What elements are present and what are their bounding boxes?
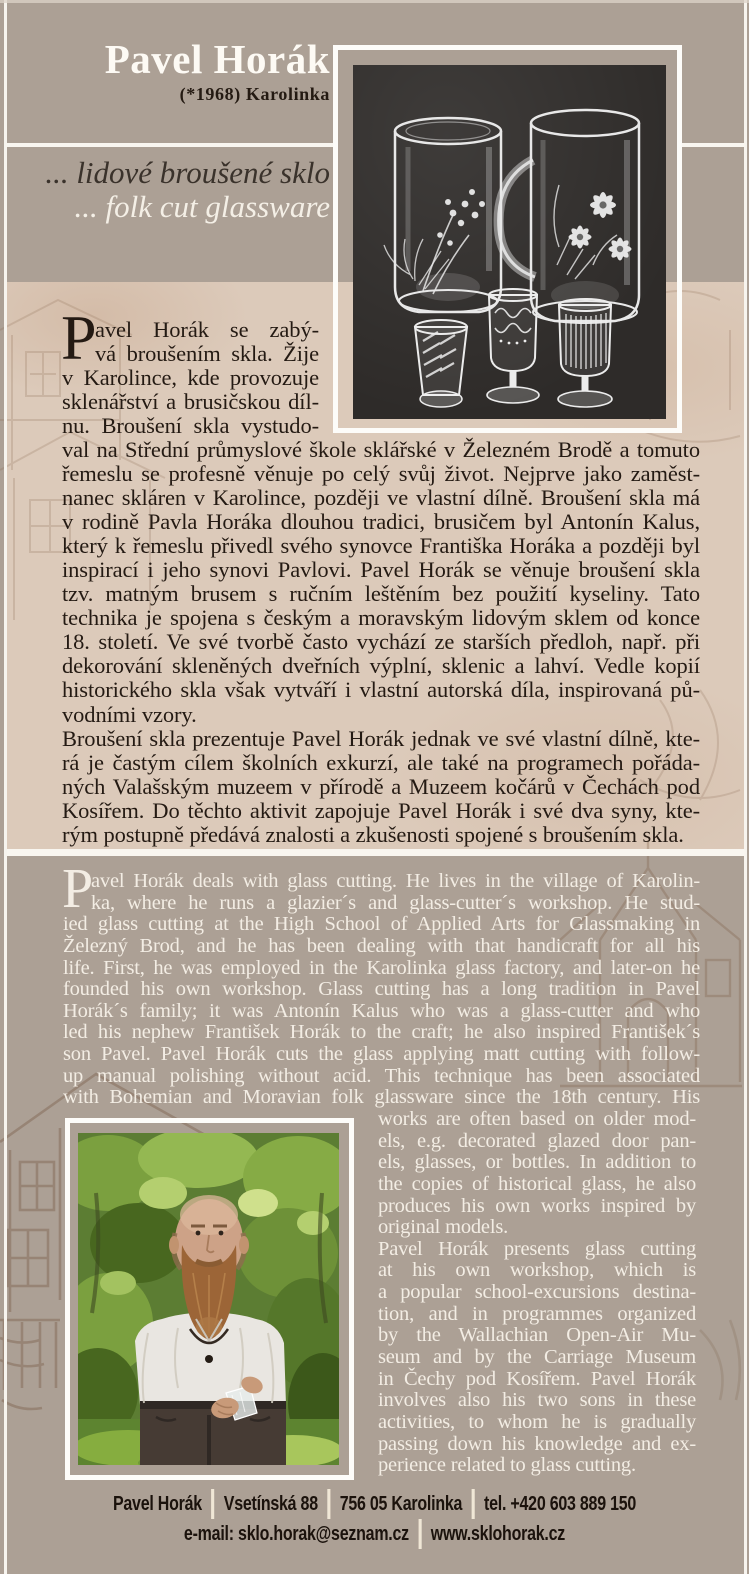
czech-text-line: dekorování skleněných dveřních výplní, sklenic a lahví. Vedle kopií: [62, 653, 700, 679]
english-text-full-width: [63, 871, 700, 1109]
english-text-narrow-column: [378, 1109, 696, 1477]
english-text-line: a popular school-excursions destina-: [378, 1281, 696, 1304]
czech-text-line: v rodině Pavla Horáka dlouhou tradici, brusičem byl Antonín Kalus,: [62, 509, 700, 535]
english-text-line: seum and by the Carriage Museum: [378, 1346, 696, 1369]
english-text-line: founded his own workshop. Glass cutting has a long tradition in Pavel: [63, 978, 700, 1001]
tagline-czech: ... lidové broušené sklo: [45, 155, 330, 190]
english-text-line: tion, and in programmes organized: [378, 1302, 696, 1325]
english-dropcap: P: [62, 858, 94, 920]
czech-text-line: ných Valašským muzeem v přírodě a Muzeem kočárů v Čechách pod: [62, 773, 700, 799]
english-text-line: passing down his knowledge and ex-: [378, 1432, 696, 1455]
portrait-photo: [78, 1133, 339, 1465]
english-text-line: els, e.g. decorated glazed door pan-: [378, 1129, 696, 1152]
header-rule-right: [682, 143, 745, 147]
english-text-line: Železný Brod, and he has been dealing with that handicraft for all his: [63, 934, 700, 957]
czech-text-line: rým postupně předává znalosti a zkušenosti spojené s broušením skla.: [62, 821, 684, 847]
czech-text-line: řemeslu se profesně věnuje po celý svůj život. Nejprve jako zaměst-: [62, 461, 700, 487]
portrait-photo-frame: [65, 1118, 354, 1480]
czech-text-line: který k řemeslu přivedl svého synovce Františka Horáka a později byl: [62, 533, 700, 559]
czech-text-line: val na Střední průmyslové škole sklářské v Železném Brodě a tomuto: [62, 437, 700, 462]
english-text-line: Pavel Horák presents glass cutting: [378, 1237, 696, 1260]
czech-text-line: tzv. matným brusem s ručním leštěním bez použití kyseliny. Tato: [62, 581, 700, 607]
czech-text-line: vá broušením skla. Žije: [95, 341, 319, 367]
czech-text-wrapped-column: [62, 318, 319, 438]
czech-text-line: Kosířem. Do těchto aktivit zapojuje Pavel Horák i své dva syny, kte-: [62, 797, 700, 823]
english-text-line: produces his own works inspired by: [378, 1194, 696, 1217]
english-text-line: ied glass cutting at the High School of Applied Arts for Glassmaking in: [63, 913, 700, 936]
english-text-line: avel Horák deals with glass cutting. He lives in the village of Karolin-: [91, 870, 700, 892]
top-border-line: [0, 0, 749, 3]
english-text-line: son Pavel. Pavel Horák cuts the glass applying matt cutting with follow-: [63, 1043, 700, 1066]
czech-text-line: inspirací i jeho synovi Pavlovi. Pavel Horák se věnuje broušení skla: [62, 557, 700, 583]
footer-contact-segment: www.sklohorak.cz: [418, 1519, 565, 1549]
english-text-line: Horák´s family; it was Antonín Kalus who was a glass-cutter and who: [63, 999, 700, 1022]
right-border-line: [744, 0, 747, 1574]
footer-contact-segment: tel. +420 603 889 150: [472, 1489, 636, 1519]
czech-text-line: v Karolince, kde provozuje: [62, 365, 319, 391]
english-text-line: led his nephew František Horák to the craft; he also inspired František´s: [63, 1021, 700, 1044]
footer-line-1: [82, 1489, 666, 1519]
footer-contact-segment: Vsetínská 88: [211, 1489, 318, 1519]
czech-text-line: avel Horák se zabý-: [95, 317, 319, 342]
english-text-line: at his own workshop, which is: [378, 1259, 696, 1282]
page-title: Pavel Horák: [104, 36, 330, 82]
english-text-line: activities, to whom he is gradually: [378, 1410, 696, 1433]
footer-contact-segment: Pavel Horák: [112, 1492, 202, 1515]
glassware-photo: [353, 65, 666, 419]
czech-text-line: nu. Broušení skla vystudo-: [62, 413, 319, 439]
czech-text-line: Broušení skla prezentuje Pavel Horák jednak ve své vlastní dílně, kte-: [62, 725, 700, 751]
english-text-line: in Čechy pod Kosířem. Pavel Horák: [378, 1367, 696, 1390]
czech-text-line: sklenářství a brusičskou díl-: [62, 389, 319, 415]
english-text-line: works are often based on older mod-: [378, 1108, 696, 1130]
czech-text-line: 18. století. Ve své tvorbě často vychází ze starších předloh, např. při: [62, 629, 700, 655]
english-text-line: with Bohemian and Moravian folk glassware since the 18th century. His: [63, 1086, 700, 1109]
footer-line-2: [82, 1519, 666, 1549]
footer-contact: [0, 1489, 749, 1549]
tagline-english: ... folk cut glassware: [74, 189, 330, 224]
czech-dropcap: P: [61, 302, 97, 373]
czech-text-line: historického skla však vytváří i vlastní autorská díla, inspirovaná pů-: [62, 677, 700, 703]
section-divider-rule: [7, 849, 745, 856]
footer-contact-segment: e-mail: sklo.horak@seznam.cz: [183, 1522, 409, 1545]
english-text-line: ka, where he runs a glazier´s and glass-cutter´s workshop. He stud-: [91, 891, 700, 914]
page-subtitle: (*1968) Karolinka: [179, 84, 330, 104]
english-text-line: original models.: [378, 1216, 509, 1239]
english-text-line: by the Wallachian Open-Air Mu-: [378, 1324, 696, 1347]
czech-text-line: rá je častým cílem školních exkurzí, ale také na programech pořáda-: [62, 749, 700, 775]
left-border-line: [4, 0, 7, 1574]
english-text-line: involves also his two sons in these: [378, 1389, 696, 1412]
glassware-photo-frame: [333, 45, 682, 433]
english-text-line: up manual polishing without acid. This technique has been associated: [63, 1064, 700, 1087]
czech-text-line: technika je spojena s českým a moravským lidovým sklem od konce: [62, 605, 700, 631]
english-text-line: life. First, he was employed in the Karolinka glass factory, and later-on he: [63, 956, 700, 979]
english-text-line: els, glasses, or bottles. In addition to: [378, 1151, 696, 1174]
czech-text-line: nanec skláren v Karolince, později ve vlastní dílně. Broušení skla má: [62, 485, 700, 511]
czech-text-line: vodními vzory.: [62, 701, 197, 727]
czech-text-full-width: [62, 438, 700, 847]
footer-contact-segment: 756 05 Karolinka: [327, 1489, 462, 1519]
header-rule-left: [6, 143, 333, 147]
english-text-line: the copies of historical glass, he also: [378, 1172, 696, 1195]
english-text-line: perience related to glass cutting.: [378, 1454, 636, 1477]
